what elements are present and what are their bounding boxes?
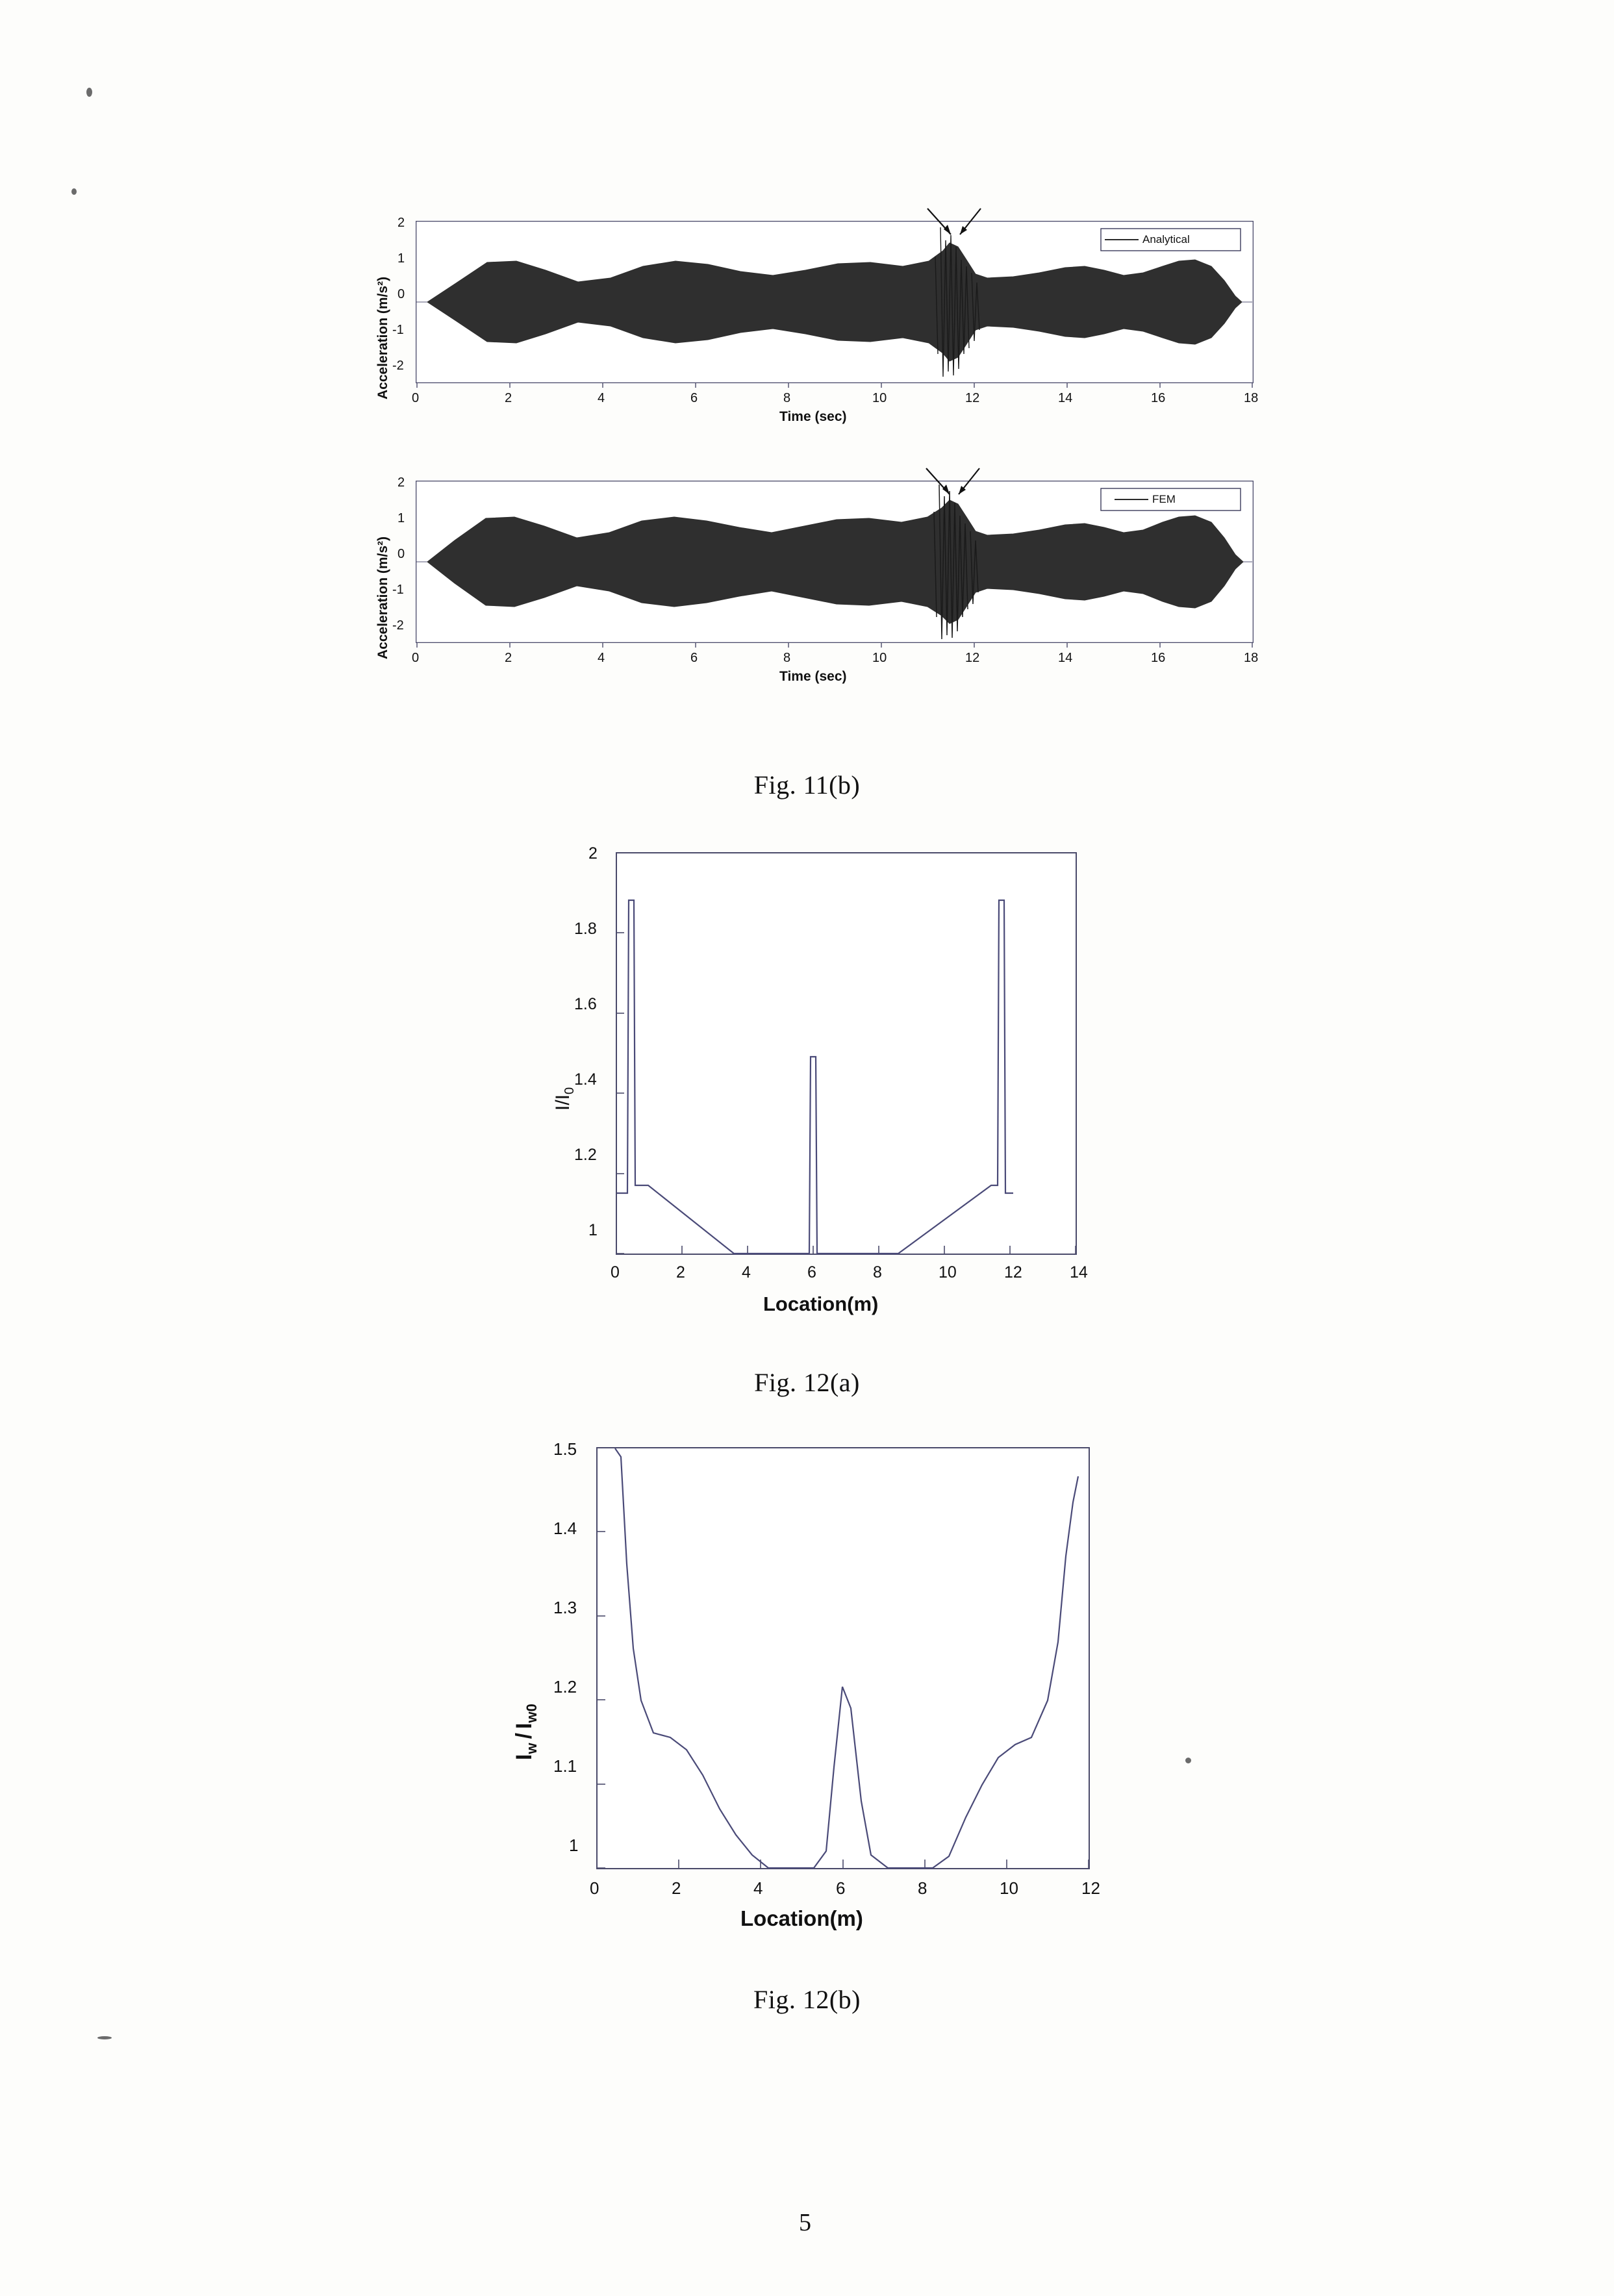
x-tick-label: 6 xyxy=(836,1878,846,1898)
y-tick-label: 2 xyxy=(397,475,405,490)
x-tick-label: 0 xyxy=(590,1878,599,1898)
y-tick-label: -2 xyxy=(392,359,404,373)
page-speck xyxy=(97,2036,112,2039)
y-tick-label: 1.2 xyxy=(574,1146,597,1164)
x-tick-label: 12 xyxy=(1004,1263,1022,1281)
x-tick-label: 4 xyxy=(753,1878,763,1898)
y-tick-label: 1.4 xyxy=(553,1519,577,1538)
figure-12a xyxy=(533,838,1150,1351)
x-tick-label: 4 xyxy=(598,651,605,665)
x-tick-label: 6 xyxy=(690,651,698,665)
legend-analytical xyxy=(1101,229,1241,251)
x-axis-label: Location(m) xyxy=(740,1906,863,1930)
x-tick-label: 10 xyxy=(939,1263,957,1281)
x-tick-label: 2 xyxy=(672,1878,681,1898)
legend-line-icon xyxy=(1115,499,1148,500)
y-tick-label: 1.8 xyxy=(574,920,597,938)
x-tick-label: 18 xyxy=(1244,391,1259,405)
y-tick-label: -1 xyxy=(392,583,404,597)
y-axis-label-numerator: I xyxy=(512,1754,536,1760)
y-tick-label: 1.6 xyxy=(574,995,597,1013)
x-tick-label: 10 xyxy=(1000,1878,1018,1898)
y-tick-label: -1 xyxy=(392,323,404,337)
page-speck xyxy=(71,188,77,195)
y-tick-label: 0 xyxy=(397,287,405,301)
page-speck xyxy=(86,88,92,97)
x-tick-label: 18 xyxy=(1244,651,1259,665)
y-axis-label: Acceleration (m/s²) xyxy=(375,276,390,399)
figure-11b xyxy=(364,211,1259,724)
x-tick-label: 10 xyxy=(872,651,887,665)
x-tick-label: 8 xyxy=(918,1878,927,1898)
x-axis-label: Time (sec) xyxy=(779,669,847,684)
x-tick-label: 0 xyxy=(412,651,420,665)
x-tick-label: 12 xyxy=(965,651,980,665)
plot-area-fig12a xyxy=(616,852,1077,1255)
legend-line-icon xyxy=(1105,239,1139,240)
y-tick-label: 1 xyxy=(569,1836,579,1855)
panel-analytical xyxy=(364,211,1259,432)
x-axis-ticks xyxy=(416,383,1254,390)
y-axis-label-main: I/I xyxy=(552,1094,574,1111)
figure-12a-caption: Fig. 12(a) xyxy=(754,1368,860,1397)
x-tick-label: 8 xyxy=(783,391,791,405)
figure-11b-caption: Fig. 11(b) xyxy=(753,770,861,800)
x-tick-label: 14 xyxy=(1058,391,1073,405)
x-tick-label: 2 xyxy=(505,651,512,665)
figure-12b-caption: Fig. 12(b) xyxy=(753,1985,861,2014)
y-tick-label: 1 xyxy=(397,251,405,266)
y-tick-label: 1.5 xyxy=(553,1439,577,1459)
plot-area-fig12b xyxy=(596,1447,1090,1869)
x-tick-label: 2 xyxy=(676,1263,685,1281)
y-tick-label: 0 xyxy=(397,547,405,561)
legend-label: Analytical xyxy=(1142,233,1190,246)
x-axis-ticks xyxy=(416,643,1254,650)
x-tick-label: 16 xyxy=(1151,391,1166,405)
x-tick-label: 8 xyxy=(873,1263,882,1281)
y-tick-label: 1 xyxy=(588,1221,598,1239)
annotation-arrows xyxy=(922,206,1007,242)
legend-fem xyxy=(1111,488,1241,511)
y-tick-label: 2 xyxy=(588,844,598,863)
page-number: 5 xyxy=(799,2209,811,2236)
y-axis-label-denominator-sub: w0 xyxy=(523,1704,540,1723)
y-tick-label: 1.3 xyxy=(553,1598,577,1617)
x-tick-label: 8 xyxy=(783,651,791,665)
x-tick-label: 0 xyxy=(412,391,420,405)
annotation-arrows xyxy=(921,466,1005,501)
x-tick-label: 14 xyxy=(1070,1263,1088,1281)
y-tick-label: 1.4 xyxy=(574,1070,597,1089)
x-tick-label: 14 xyxy=(1058,651,1073,665)
x-tick-label: 12 xyxy=(965,391,980,405)
x-tick-label: 4 xyxy=(598,391,605,405)
y-tick-label: 2 xyxy=(397,216,405,230)
y-tick-label: -2 xyxy=(392,618,404,633)
x-axis-label: Time (sec) xyxy=(779,409,847,424)
y-axis-label: Acceleration (m/s²) xyxy=(375,536,390,659)
y-axis-label-numerator-sub: w xyxy=(523,1743,540,1754)
figure-12b xyxy=(481,1435,1143,1974)
page-speck xyxy=(1185,1758,1191,1763)
x-tick-label: 2 xyxy=(505,391,512,405)
x-tick-label: 12 xyxy=(1081,1878,1100,1898)
y-tick-label: 1.1 xyxy=(553,1756,577,1776)
x-tick-label: 10 xyxy=(872,391,887,405)
y-axis-label-sub: 0 xyxy=(562,1087,577,1094)
y-tick-label: 1.2 xyxy=(553,1677,577,1697)
y-axis-label xyxy=(552,1087,577,1111)
x-tick-label: 4 xyxy=(742,1263,751,1281)
y-axis-label-slash: / xyxy=(512,1732,536,1739)
x-tick-label: 0 xyxy=(611,1263,620,1281)
x-tick-label: 6 xyxy=(690,391,698,405)
legend-label: FEM xyxy=(1152,493,1176,505)
x-axis-label: Location(m) xyxy=(763,1293,879,1315)
y-axis-label-denominator: I xyxy=(512,1722,536,1729)
panel-fem xyxy=(364,471,1259,692)
x-tick-label: 6 xyxy=(807,1263,816,1281)
y-tick-label: 1 xyxy=(397,511,405,525)
y-axis-label xyxy=(512,1704,540,1760)
x-tick-label: 16 xyxy=(1151,651,1166,665)
